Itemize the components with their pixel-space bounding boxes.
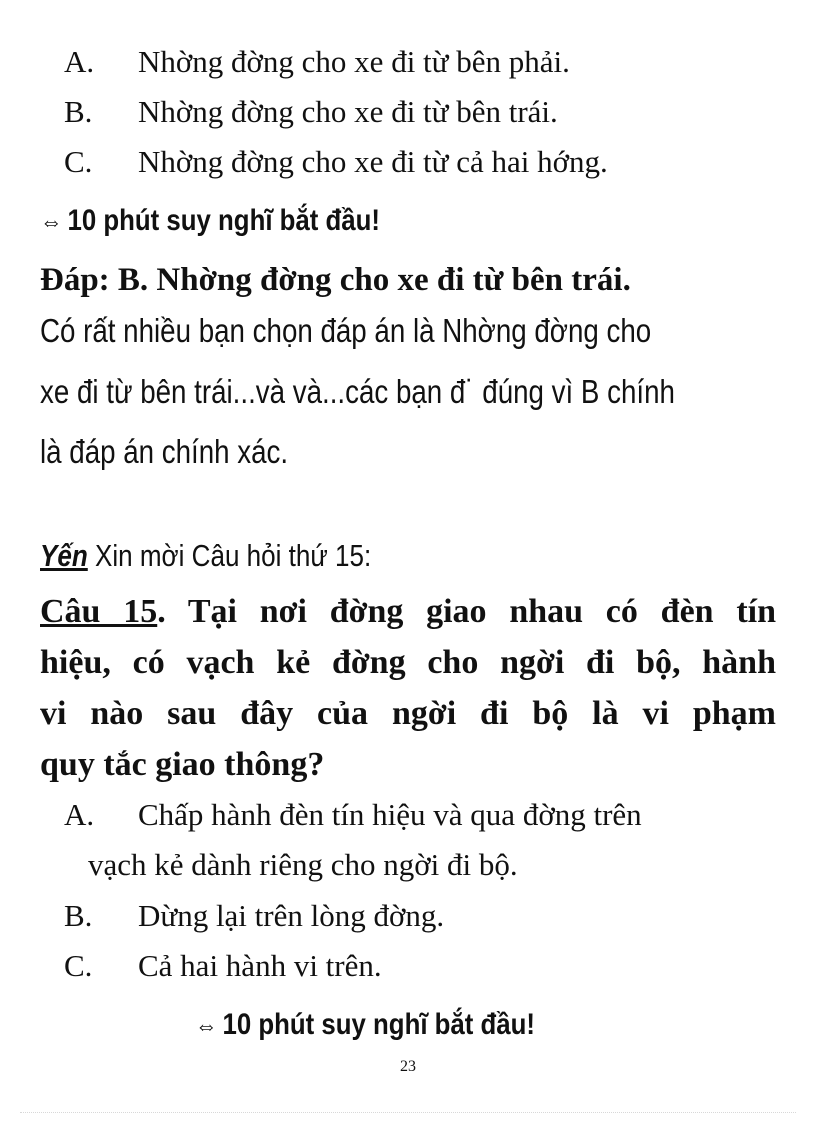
host-line: [40, 538, 371, 574]
answer-line: Đáp: B. Nhờng đờng cho xe đi từ bên trái.: [40, 262, 631, 298]
cue-text: 10 phút suy nghĩ bắt đầu!: [67, 204, 380, 237]
option-letter: A.: [64, 44, 95, 79]
option-letter: B.: [64, 898, 93, 933]
option-letter: B.: [64, 94, 93, 129]
cue-text: 10 phút suy nghĩ bắt đầu!: [222, 1008, 535, 1041]
option-letter: C.: [64, 144, 93, 179]
host-name: Yến: [40, 538, 88, 573]
option-text: Dừng lại trên lòng đờng.: [138, 898, 445, 933]
q15-option-a-continuation: vạch kẻ dành riêng cho ngời đi bộ.: [88, 847, 518, 882]
question-line: vi nào sau đây của ngời đi bộ là vi phạm: [40, 695, 776, 732]
double-arrow-icon: ⇔: [40, 206, 63, 236]
question-line: [40, 592, 776, 632]
question-line: hiệu, có vạch kẻ đờng cho ngời đi bộ, hành: [40, 644, 776, 681]
prev-option-c: [64, 142, 608, 182]
question-label: Câu 15: [40, 593, 158, 630]
explanation-line: xe đi từ bên trái...và và...các bạn đ˙ đúng vì B chính: [40, 373, 675, 410]
q15-option-a: [64, 795, 642, 835]
countdown-cue: [195, 1008, 535, 1042]
footer-divider: [20, 1112, 796, 1113]
countdown-cue: [40, 204, 380, 238]
q15-option-c: [64, 946, 382, 986]
q15-option-b: [64, 896, 444, 936]
option-text: Nhờng đờng cho xe đi từ bên phải.: [138, 44, 570, 79]
explanation-line: là đáp án chính xác.: [40, 433, 289, 470]
option-text: Chấp hành đèn tín hiệu và qua đờng trên: [138, 797, 642, 832]
double-arrow-icon: ⇔: [195, 1010, 218, 1040]
option-text: Nhờng đờng cho xe đi từ bên trái.: [138, 94, 558, 129]
option-text: Cả hai hành vi trên.: [138, 948, 382, 983]
question-line: quy tắc giao thông?: [40, 746, 325, 783]
prev-option-a: [64, 42, 570, 82]
option-text: Nhờng đờng cho xe đi từ cả hai hớng.: [138, 144, 608, 179]
option-letter: A.: [64, 797, 95, 832]
prev-option-b: [64, 92, 558, 132]
page-number: 23: [400, 1058, 416, 1075]
option-letter: C.: [64, 948, 93, 983]
explanation-line: Có rất nhiều bạn chọn đáp án là Nhờng đờng cho: [40, 312, 652, 349]
question-text: . Tại nơi đờng giao nhau có đèn tín: [157, 593, 777, 630]
host-text: Xin mời Câu hỏi thứ 15:: [87, 538, 372, 573]
